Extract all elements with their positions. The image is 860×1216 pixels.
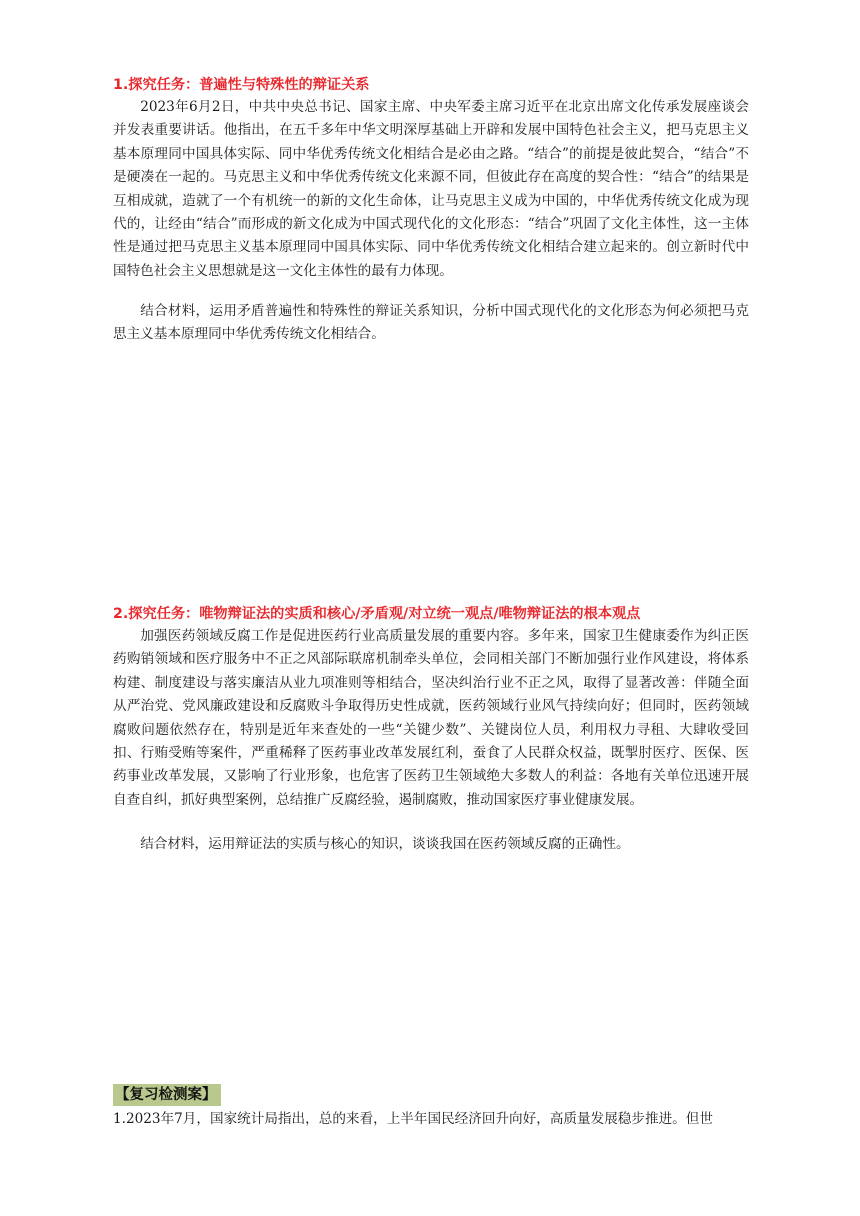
section1-question: 结合材料，运用矛盾普遍性和特殊性的辩证关系知识，分析中国式现代化的文化形态为何必须把马克思主义基本原理同中华优秀传统文化相结合。 — [113, 303, 749, 343]
section2-question: 结合材料，运用辩证法的实质与核心的知识，谈谈我国在医药领域反腐的正确性。 — [140, 836, 630, 852]
section1-title: 1.探究任务：普遍性与特殊性的辩证关系 — [113, 77, 370, 93]
review-question-1: 1.2023年7月，国家统计局指出，总的来看，上半年国民经济回升向好，高质量发展稳步推进。但世 — [113, 1111, 713, 1127]
section2-material: 加强医药领域反腐工作是促进医药行业高质量发展的重要内容。多年来，国家卫生健康委作为纠正医药购销领域和医疗服务中不正之风部际联席机制牵头单位，会同相关部门不断加强行业作风建设，将体系构建、制度建设与落实廉洁从业九项准则等相结合，坚决纠治行业不正之风，取得了显著改善：伴随全面从严治党、党风廉政建设和反腐败斗争取得历史性成就，医药领域行业风气持续向好；但同时，医药领域腐败问题依然存在，特别是近年来查处的一些“关键少数”、关键岗位人员，利用权力寻租、大肆收受回扣、行贿受贿等案件，严重稀释了医药事业改革发展红利，蚕食了人民群众权益，既掣肘医疗、医保、医药事业改革发展，又影响了行业形象，也危害了医药卫生领域绝大多数人的利益：各地有关单位迅速开展自查自纠，抓好典型案例，总结推广反腐经验，遏制腐败，推动国家医疗事业健康发展。 — [113, 628, 749, 808]
section2-title: 2.探究任务：唯物辩证法的实质和核心/矛盾观/对立统一观点/唯物辩证法的根本观点 — [113, 606, 641, 622]
section1-material: 2023年6月2日，中共中央总书记、国家主席、中央军委主席习近平在北京出席文化传承发展座谈会并发表重要讲话。他指出，在五千多年中华文明深厚基础上开辟和发展中国特色社会主义，把马克思主义基本原理同中国具体实际、同中华优秀传统文化相结合是必由之路。“结合”的前提是彼此契合，“结合”不是硬凑在一起的。马克思主义和中华优秀传统文化来源不同，但彼此存在高度的契合性：“结合”的结果是互相成就，造就了一个有机统一的新的文化生命体，让马克思主义成为中国的，中华优秀传统文化成为现代的，让经由“结合”而形成的新文化成为中国式现代化的文化形态：“结合”巩固了文化主体性，这一主体性是通过把马克思主义基本原理同中国具体实际、同中华优秀传统文化相结合建立起来的。创立新时代中国特色社会主义思想就是这一文化主体性的最有力体现。 — [113, 99, 749, 279]
review-section-header: 【复习检测案】 — [113, 1084, 221, 1106]
